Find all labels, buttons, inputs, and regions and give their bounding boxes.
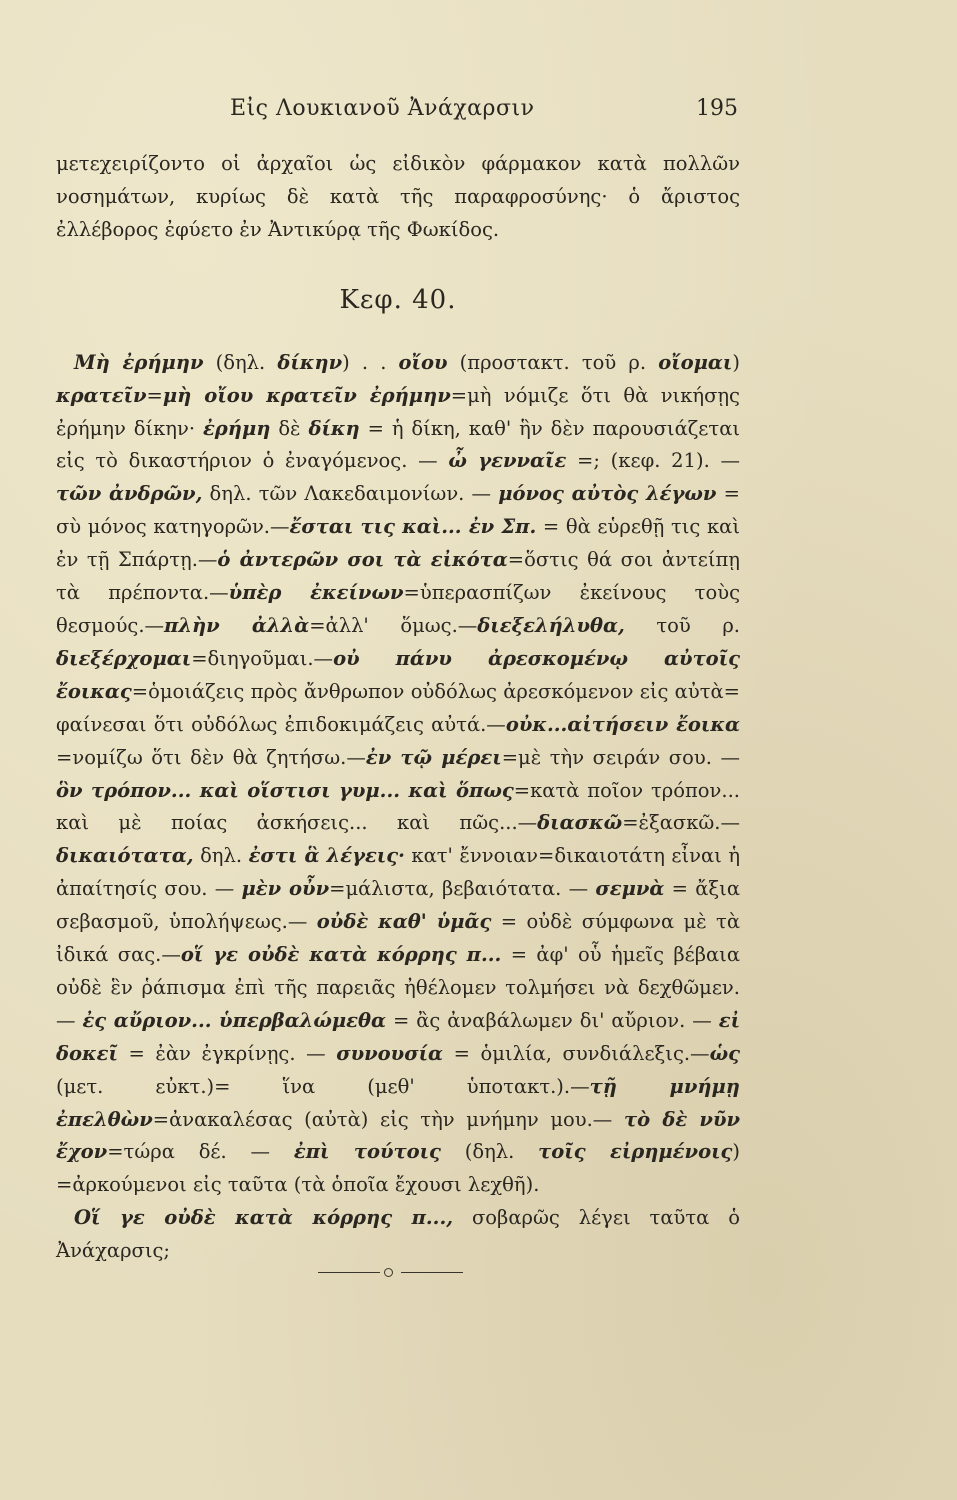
gloss: =κατὰ ποῖον τρόπον... καὶ μὲ ποίας ἀσκήσεις... καὶ πῶς...— [56,778,740,835]
gloss: =ἀνακαλέσας (αὐτὰ) εἰς τὴν μνήμην μου.— [152,1107,624,1131]
lemma: οἵ γε οὐδὲ κατὰ κόρρης π... [180,943,502,967]
lemma: πλὴν ἀλλὰ [164,613,310,637]
gloss: (προστακτ. τοῦ ρ. [447,350,659,374]
lemma: ἐς αὔριον... ὑπερβαλώμεθα [82,1008,387,1032]
lemma: τοῖς εἰρημένοις [538,1140,733,1164]
gloss: δὲ [270,416,309,440]
lemma: Μὴ ἐρήμην [74,350,204,374]
question-text: σοβαρῶς λέγει ταῦτα ὁ Ἀνάχαρσις; [56,1206,740,1263]
question-paragraph [56,1202,740,1268]
lemma: ἐστι ἃ λέγεις· [248,844,405,868]
lemma: ὁ ἀντερῶν σοι τὰ εἰκότα [217,548,508,572]
section-end-ornament [318,1268,463,1278]
lemma: ὑπὲρ ἐκείνων [228,581,404,605]
lemma: δικαιότατα, [56,844,194,868]
lemma: ὡς [709,1041,741,1065]
gloss: ) . . [342,350,399,374]
gloss: =νομίζω ὅτι δὲν θὰ ζητήσω.— [56,745,366,769]
gloss: δηλ. τῶν Λακεδαιμονίων. — [202,482,499,506]
lemma: σεμνὰ [595,877,665,901]
lemma: εἰ δοκεῖ [56,1008,741,1065]
gloss: =ὅστις θά σοι ἀντείπῃ τὰ πρέποντα.— [56,548,740,605]
lemma: δίκη [308,416,360,440]
lemma: οἴομαι [658,350,733,374]
gloss: =ὁμοιάζεις πρὸς ἄνθρωπον οὐδόλως ἀρεσκόμενον εἰς αὐτὰ= φαίνεσαι ὅτι οὐδόλως ἐπιδοκιμάζεις αὐτά.— [56,679,740,736]
gloss: δηλ. [193,844,249,868]
gloss: = θὰ εὑρεθῇ τις καὶ ἐν τῇ Σπάρτῃ.— [56,515,740,572]
lemma: ἔσται τις καὶ... ἐν Σπ. [289,515,537,539]
gloss: = σὺ μόνος κατηγορῶν.— [56,482,740,539]
gloss: = ὁμιλία, συνδιάλεξις.— [443,1041,710,1065]
ornament-circle-icon [384,1268,393,1277]
lemma: κρατεῖν [56,383,147,407]
lemma: Οἵ γε οὐδὲ κατὰ κόρρης π..., [74,1206,454,1230]
gloss: =μάλιστα, βεβαιότατα. — [329,877,596,901]
gloss: =διηγοῦμαι.— [191,646,334,670]
gloss: (δηλ. [203,350,278,374]
commentary-paragraph [56,347,740,1203]
chapter-heading: Κεφ. 40. [339,284,457,315]
gloss: = [146,383,163,407]
ornament-rule-right [401,1272,463,1273]
lemma: ὃν τρόπον... καὶ οἵστισι γυμ... καὶ ὅπως [56,778,514,802]
gloss: =μὲ τὴν σειράν σου. — [501,745,740,769]
page-number: 195 [696,96,738,121]
gloss: =ἀλλ' ὅμως.— [309,613,478,637]
gloss: = ἂς ἀναβάλωμεν δι' αὔριον. — [386,1008,719,1032]
gloss: (μετ. εὐκτ.)= ἵνα (μεθ' ὑποτακτ.).— [56,1074,590,1098]
lemma: ἐπὶ τούτοις [293,1140,441,1164]
gloss: =ἐξασκῶ.— [622,811,740,835]
gloss: = ἄξια σεβασμοῦ, ὑπολήψεως.— [56,877,740,934]
lemma: ὦ γενναῖε [448,449,567,473]
lemma: διασκῶ [537,811,623,835]
gloss: (δηλ. [440,1140,539,1164]
lemma: οὐδὲ καθ' ὑμᾶς [316,910,492,934]
gloss: ) =ἀρκούμενοι εἰς ταῦτα (τὰ ὁποῖα ἔχουσι λεχθῆ). [56,1140,740,1197]
gloss: κατ' ἔννοιαν=δικαιοτάτη εἶναι ἡ ἀπαίτησίς σου. — [56,844,740,901]
lemma: τῶν ἀνδρῶν, [56,482,203,506]
ornament-rule-left [318,1272,380,1273]
lemma: διεξέρχομαι [56,646,192,670]
gloss: = ἐὰν ἐγκρίνῃς. — [117,1041,337,1065]
gloss: = οὐδὲ σύμφωνα μὲ τὰ ἰδικά σας.— [56,910,740,967]
lemma: μόνος αὐτὸς λέγων [498,482,717,506]
lemma: διεξελήλυθα, [477,613,625,637]
lemma: οἴου [398,350,448,374]
lemma: οὐκ...αἰτήσειν ἔοικα [505,712,740,736]
lemma: συνουσία [336,1041,444,1065]
lemma: οὐ πάνυ ἀρεσκομένῳ αὐτοῖς ἔοικας [56,646,740,703]
paragraph-footnote-continuation: μετεχειρίζοντο οἱ ἀρχαῖοι ὡς εἰδικὸν φάρμακον κατὰ πολλῶν νοσημάτων, κυρίως δὲ κατὰ τῆς παραφροσύνης· ὁ ἄριστος ἐλλέβορος ἐφύετο ἐν Ἀντικύρᾳ τῆς Φωκίδος. [56,152,740,241]
lemma: ἐρήμη [202,416,271,440]
lemma: δίκην [277,350,343,374]
gloss: =ὑπερασπίζων ἐκείνους τοὺς θεσμούς.— [56,581,740,637]
running-title: Εἰς Λουκιανοῦ Ἀνάχαρσιν [230,96,535,121]
gloss: =τώρα δέ. — [107,1140,294,1164]
body-text [56,148,740,1268]
gloss: τοῦ ρ. [624,613,740,637]
gloss: ) [732,350,740,374]
gloss: = ἡ δίκη, καθ' ἣν δὲν παρουσιάζεται εἰς τὸ δικαστήριον ὁ ἐναγόμενος. — [56,416,741,473]
gloss: =μὴ νόμιζε ὅτι θὰ νικήσῃς ἐρήμην δίκην· [56,383,740,440]
lemma: μὲν οὖν [241,877,330,901]
lemma: ἐν τῷ μέρει [365,745,502,769]
gloss: =; (κεφ. 21). — [566,449,740,473]
lemma: τὸ δὲ νῦν ἔχον [56,1107,740,1164]
page-header [70,96,738,128]
lemma: μὴ οἴου κρατεῖν ἐρήμην [162,383,451,407]
lemma: τῇ μνήμῃ ἐπελθὼν [56,1074,740,1131]
gloss: = ἀφ' οὗ ἡμεῖς βέβαια οὐδὲ ἓν ῥάπισμα ἐπὶ τῆς παρειᾶς ἠθέλομεν τολμήσει νὰ δεχθῶμεν. — [56,943,741,1032]
